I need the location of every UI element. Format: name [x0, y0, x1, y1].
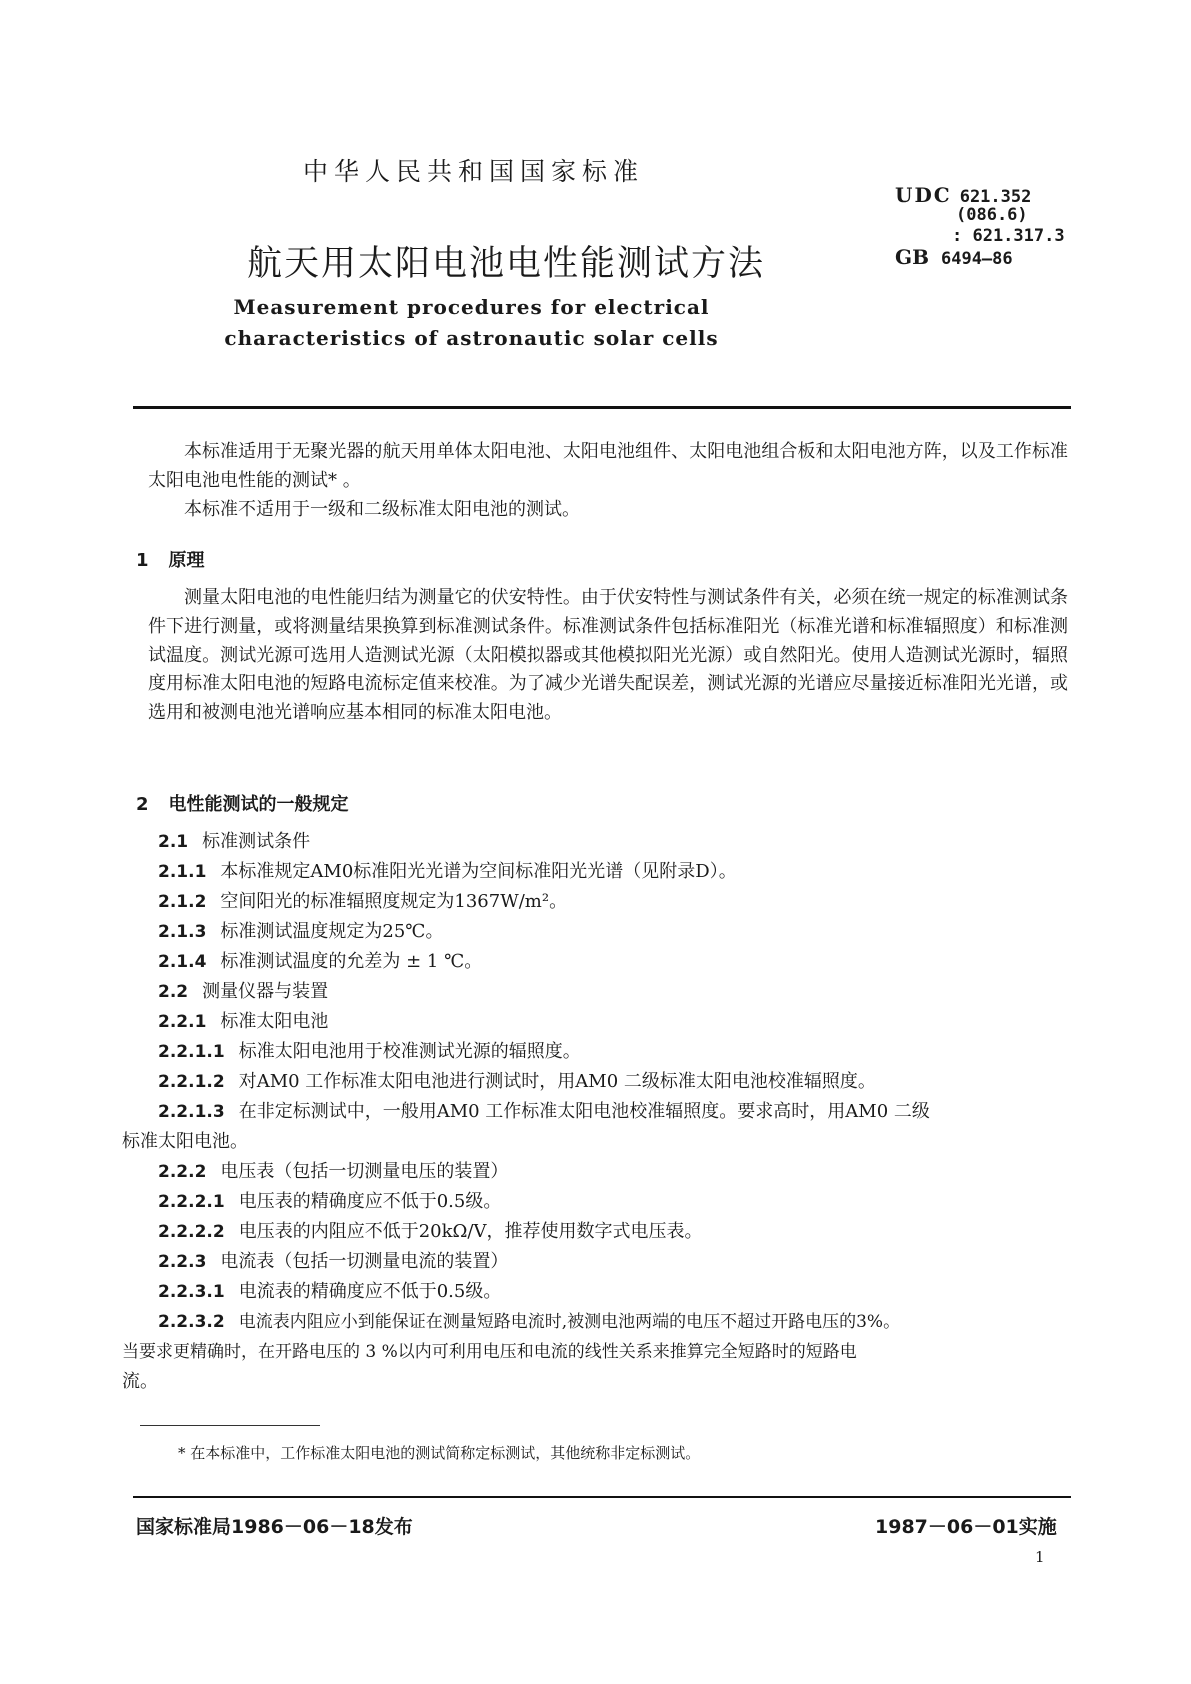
section-2-heading — [136, 790, 349, 816]
clause-text: 流。 — [122, 1371, 158, 1392]
clause-2-2-2 — [158, 1157, 508, 1183]
clause-number: 2.2.3.2 — [158, 1312, 225, 1332]
clause-text: 标准测试温度规定为25℃。 — [220, 921, 444, 942]
clause-2-2-2-2 — [158, 1217, 703, 1243]
udc-subcode-2: : 621.317.3 — [952, 226, 1065, 246]
clause-text: 标准测试温度的允差为 ± 1 ℃。 — [220, 951, 483, 972]
clause-2-2-1-2 — [158, 1067, 876, 1093]
clause-2-2-3-1 — [158, 1277, 501, 1303]
clause-text: 电流表的精确度应不低于0.5级。 — [238, 1281, 502, 1302]
clause-2-1-1 — [158, 857, 737, 883]
udc-subcode-1: (086.6) — [956, 205, 1028, 225]
clause-text: 标准太阳电池。 — [122, 1131, 248, 1152]
section-2-title: 电性能测试的一般规定 — [168, 794, 349, 815]
issued-date: 国家标准局1986－06－18发布 — [136, 1516, 413, 1538]
chinese-title: 航天用太阳电池电性能测试方法 — [247, 244, 766, 284]
section-1-heading — [136, 546, 205, 572]
clause-number: 2.1.2 — [158, 892, 207, 912]
clause-number: 2.2.1 — [158, 1012, 207, 1032]
implementation-date: 1987－06－01实施 — [875, 1516, 1057, 1538]
clause-number: 2.2.1.1 — [158, 1042, 225, 1062]
clause-number: 2.2 — [158, 982, 189, 1002]
header-divider — [133, 406, 1071, 409]
clause-number: 2.2.2.2 — [158, 1222, 225, 1242]
clause-number: 2.1.4 — [158, 952, 207, 972]
page-number: 1 — [1035, 1548, 1045, 1566]
clause-continuation — [122, 1127, 248, 1153]
clause-text: 电压表的精确度应不低于0.5级。 — [238, 1191, 502, 1212]
section-1-paragraph: 测量太阳电池的电性能归结为测量它的伏安特性。由于伏安特性与测试条件有关，必须在统一规定的标准测试条件下进行测量，或将测量结果换算到标准测试条件。标准测试条件包括标准阳光（标准光谱和标准辐照度）和标准测试温度。测试光源可选用人造测试光源（太阳模拟器或其他模拟阳光光源）或自然阳光。使用人造测试光源时，辐照度用标准太阳电池的短路电流标定值来校准。为了减少光谱失配误差，测试光源的光谱应尽量接近标准阳光光谱，或选用和被测电池光谱响应基本相同的标准太阳电池。 — [148, 587, 1068, 724]
section-1-number: 1 — [136, 550, 149, 571]
clause-text: 电流表（包括一切测量电流的装置） — [220, 1251, 509, 1272]
clause-text: 本标准规定AM0标准阳光光谱为空间标准阳光光谱（见附录D）。 — [220, 861, 737, 882]
footnote: * 在本标准中，工作标准太阳电池的测试简称定标测试，其他统称非定标测试。 — [178, 1444, 701, 1462]
intro-paragraph-2: 本标准不适用于一级和二级标准太阳电池的测试。 — [184, 499, 580, 520]
clause-number: 2.2.1.2 — [158, 1072, 225, 1092]
english-title-line-1: Measurement procedures for electrical — [233, 295, 710, 319]
clause-2-1-3 — [158, 917, 443, 943]
clause-2-1 — [158, 827, 310, 853]
clause-2-2-3-2 — [158, 1307, 900, 1332]
udc-code — [895, 183, 1031, 207]
clause-text: 电流表内阻应小到能保证在测量短路电流时,被测电池两端的电压不超过开路电压的3%。 — [238, 1312, 901, 1332]
clause-2-2 — [158, 977, 328, 1003]
clause-text: 标准测试条件 — [202, 831, 311, 852]
gb-standard-number — [895, 245, 1013, 269]
footer-divider — [133, 1496, 1071, 1498]
clause-number: 2.2.3.1 — [158, 1282, 225, 1302]
clause-number: 2.2.2.1 — [158, 1192, 225, 1212]
gb-label: GB — [895, 245, 929, 269]
clause-2-2-3 — [158, 1247, 508, 1273]
clause-text: 测量仪器与装置 — [202, 981, 329, 1002]
intro-paragraph-1: 本标准适用于无聚光器的航天用单体太阳电池、太阳电池组件、太阳电池组合板和太阳电池方阵，以及工作标准太阳电池电性能的测试* 。 — [148, 441, 1068, 491]
footnote-divider — [140, 1425, 320, 1426]
section-1-title: 原理 — [168, 550, 205, 571]
clause-2-2-2-1 — [158, 1187, 501, 1213]
clause-continuation — [122, 1367, 158, 1393]
clause-text: 标准太阳电池 — [220, 1011, 329, 1032]
clause-2-2-1-1 — [158, 1037, 581, 1063]
clause-text: 电压表的内阻应不低于20kΩ/V，推荐使用数字式电压表。 — [238, 1221, 703, 1242]
clause-number: 2.1.1 — [158, 862, 207, 882]
clause-text: 对AM0 工作标准太阳电池进行测试时，用AM0 二级标准太阳电池校准辐照度。 — [238, 1071, 876, 1092]
clause-text: 电压表（包括一切测量电压的装置） — [220, 1161, 509, 1182]
clause-2-1-2 — [158, 887, 567, 913]
clause-2-2-1 — [158, 1007, 328, 1033]
clause-2-2-1-3 — [158, 1097, 930, 1123]
english-title-line-2: characteristics of astronautic solar cells — [224, 326, 719, 350]
udc-label: UDC — [895, 183, 952, 207]
clause-number: 2.1 — [158, 832, 189, 852]
issuing-country-line: 中华人民共和国国家标准 — [302, 157, 644, 186]
clause-number: 2.2.1.3 — [158, 1102, 225, 1122]
clause-text: 标准太阳电池用于校准测试光源的辐照度。 — [238, 1041, 581, 1062]
section-2-number: 2 — [136, 794, 149, 815]
clause-number: 2.2.2 — [158, 1162, 207, 1182]
clause-text: 空间阳光的标准辐照度规定为1367W/m²。 — [220, 891, 568, 912]
clause-number: 2.1.3 — [158, 922, 207, 942]
udc-value: 621.352 — [959, 187, 1032, 207]
clause-number: 2.2.3 — [158, 1252, 207, 1272]
clause-text: 在非定标测试中，一般用AM0 工作标准太阳电池校准辐照度。要求高时，用AM0 二级 — [238, 1101, 930, 1122]
clause-text: 当要求更精确时，在开路电压的 3 %以内可利用电压和电流的线性关系来推算完全短路时的短路电 — [122, 1342, 857, 1362]
clause-continuation — [122, 1337, 857, 1362]
clause-2-1-4 — [158, 947, 482, 973]
gb-value: 6494—86 — [940, 249, 1013, 269]
